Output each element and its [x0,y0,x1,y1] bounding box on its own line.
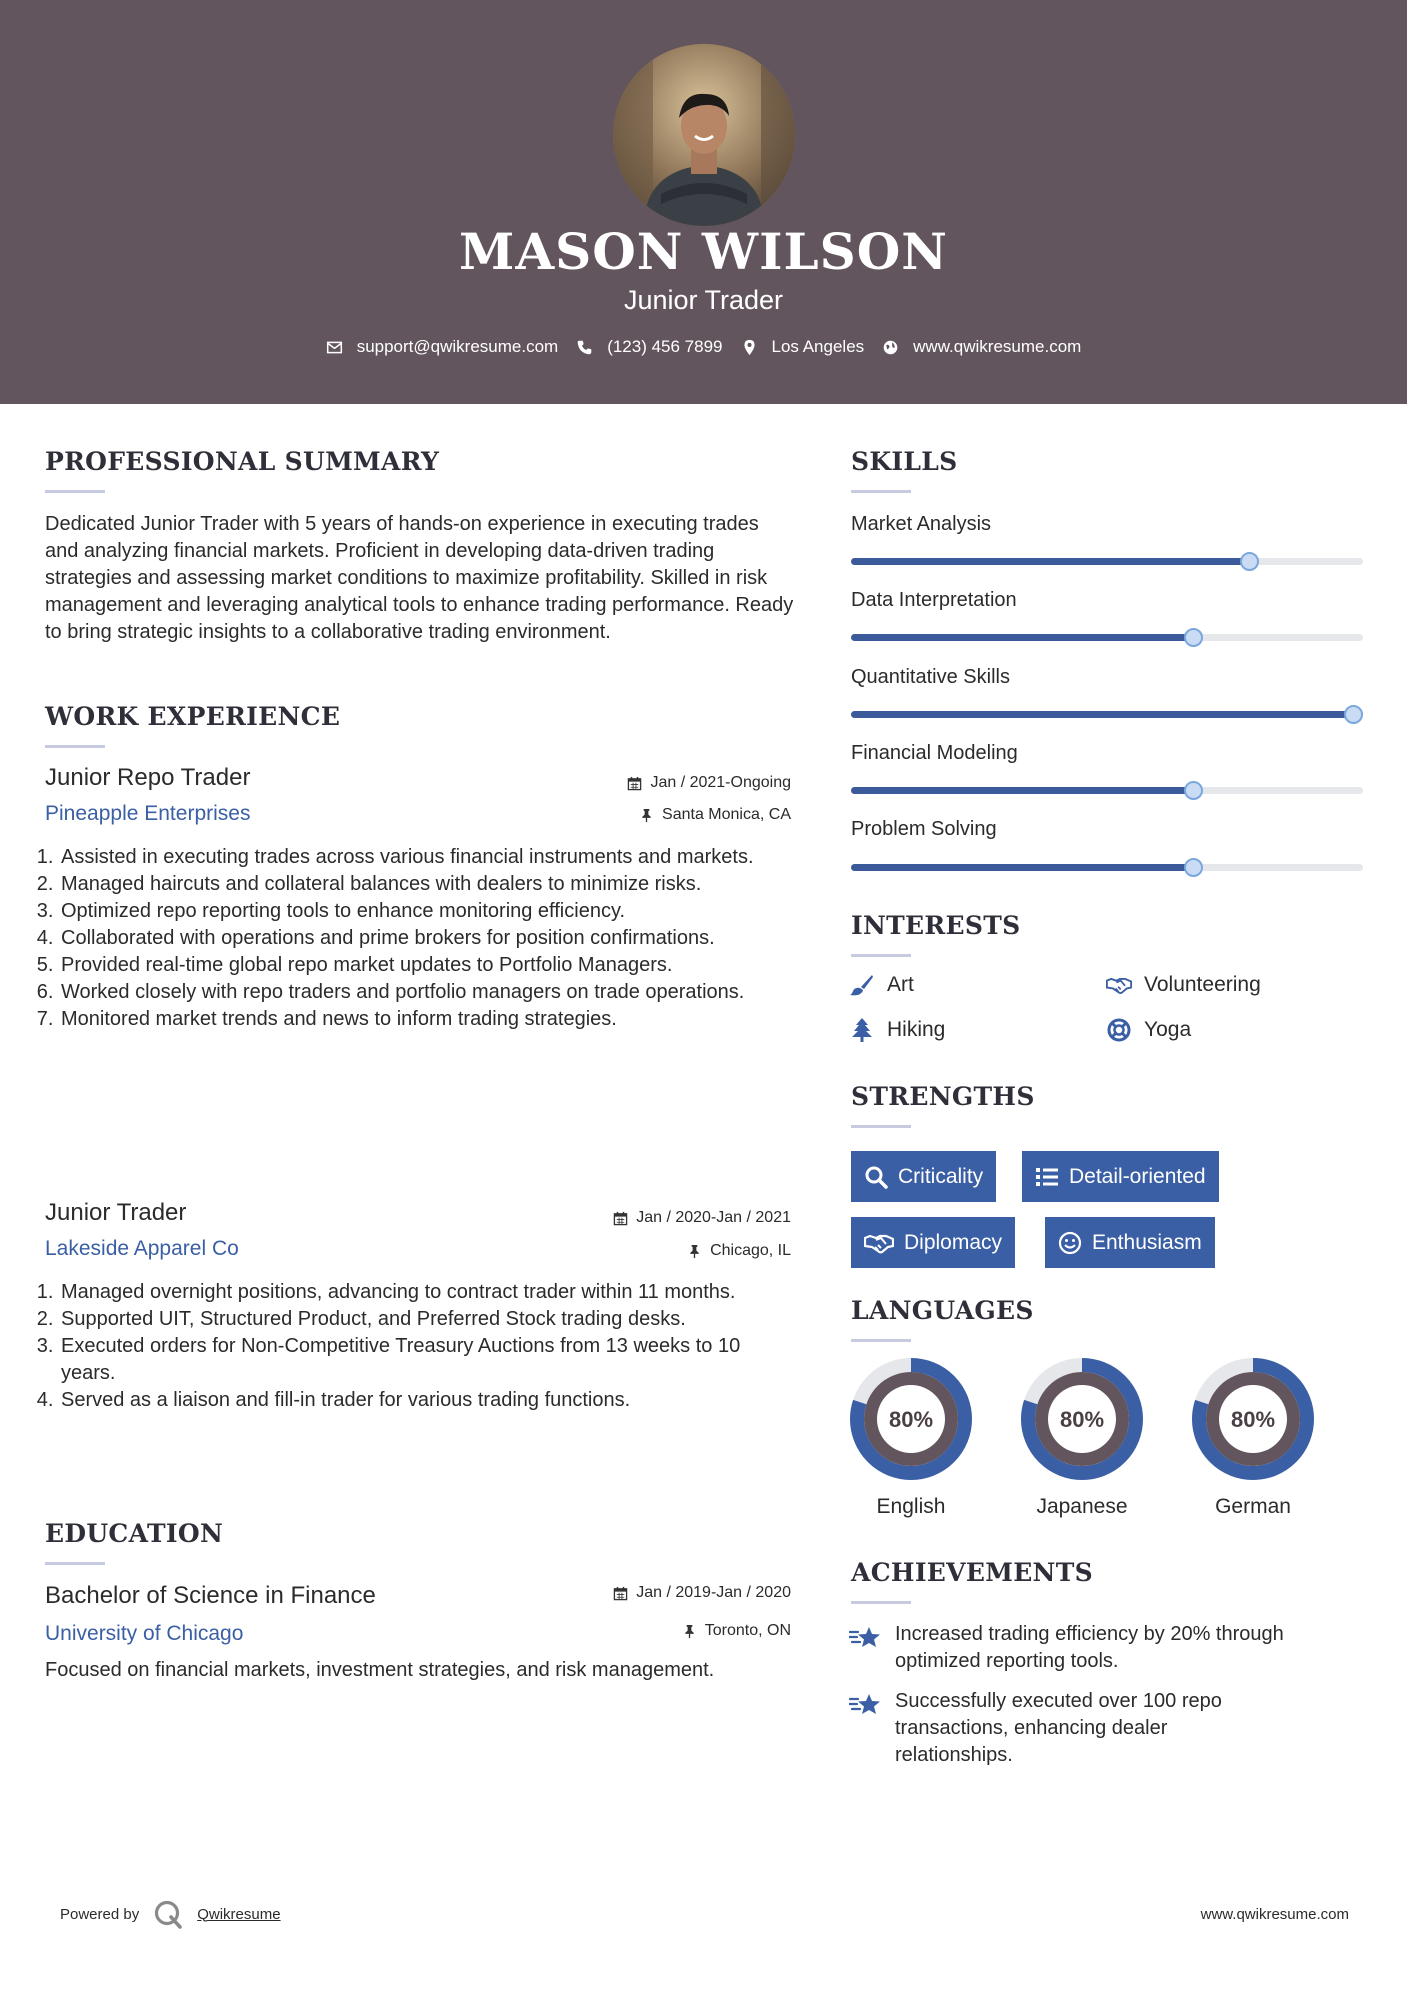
interest-label: Volunteering [1144,973,1261,996]
achievement-item-2 [849,1688,1289,1769]
contact-location [741,337,865,357]
skill-bar-knob [1184,858,1203,877]
gauge-value: 80% [1059,1407,1105,1432]
strength-badge-detail-oriented [1022,1151,1219,1202]
language-label-english: English [876,1495,946,1518]
job-2-dates [613,1209,791,1227]
job-2-location [687,1242,791,1260]
pushpin-icon [639,808,654,823]
languages-heading-rule [851,1339,911,1342]
skill-bar-quantitative-skills [851,711,1363,718]
skill-label-quantitative-skills: Quantitative Skills [851,666,1010,688]
skill-label-financial-modeling: Financial Modeling [851,742,1018,764]
achievement-item-1 [849,1621,1369,1675]
skill-bar-problem-solving [851,864,1363,871]
languages-heading: LANGUAGES [851,1296,1034,1325]
contact-phone[interactable] [576,337,722,357]
skills-heading-rule [851,490,911,493]
skill-bar-knob [1184,628,1203,647]
list-item: 4. Served as a liaison and fill-in trader for various trading functions. [59,1387,790,1414]
education-school: University of Chicago [45,1622,244,1645]
strength-badge-diplomacy [851,1217,1015,1268]
job-2-dates-text: Jan / 2020-Jan / 2021 [636,1209,791,1226]
strength-label: Enthusiasm [1092,1230,1202,1254]
gauge-value: 80% [1230,1407,1276,1432]
skill-bar-knob [1240,552,1259,571]
handshake-icon [864,1231,894,1255]
handshake-icon [1106,973,1132,997]
smile-icon [1058,1231,1082,1255]
calendar-icon [613,1586,628,1601]
achievements-heading: ACHIEVEMENTS [851,1558,1093,1587]
job-1-dates-text: Jan / 2021-Ongoing [650,774,791,791]
qwikresume-logo-icon [153,1899,183,1929]
strength-label: Diplomacy [904,1230,1003,1254]
contact-email[interactable] [326,337,559,357]
shooting-star-icon [849,1623,881,1651]
interest-art [849,973,914,997]
language-label-japanese: Japanese [1036,1495,1128,1518]
map-pin-icon [741,339,758,356]
footer-website[interactable]: www.qwikresume.com [1200,1906,1349,1923]
phone-icon [576,339,593,356]
list-item: 3. Executed orders for Non-Competitive Treasury Auctions from 13 weeks to 10 years. [59,1333,790,1387]
skill-bar-knob [1344,705,1363,724]
globe-icon [882,339,899,356]
pushpin-icon [682,1624,697,1639]
interest-label: Hiking [887,1018,946,1041]
achievements-heading-rule [851,1601,911,1604]
language-label-german: German [1215,1495,1291,1518]
list-item: 6. Worked closely with repo traders and portfolio managers on trade operations. [59,979,800,1006]
qwikresume-link[interactable]: Qwikresume [197,1905,281,1923]
email-text: support@qwikresume.com [356,337,559,356]
shooting-star-icon [849,1690,881,1718]
list-item: 3. Optimized repo reporting tools to enhance monitoring efficiency. [59,898,800,925]
skill-bar-fill [851,558,1250,565]
education-dates-text: Jan / 2019-Jan / 2020 [636,1584,791,1601]
skill-bar-market-analysis [851,558,1363,565]
list-item: 2. Supported UIT, Structured Product, and Preferred Stock trading desks. [59,1306,790,1333]
job-2-company: Lakeside Apparel Co [45,1237,239,1260]
calendar-icon [613,1211,628,1226]
lifebuoy-icon [1106,1018,1132,1042]
education-heading: EDUCATION [45,1519,224,1548]
interests-heading: INTERESTS [851,911,1021,940]
education-dates [613,1584,791,1602]
search-icon [864,1165,888,1189]
achievement-text: Successfully executed over 100 repo transactions, enhancing dealer relationships. [895,1690,1222,1766]
list-item: 7. Monitored market trends and news to inform trading strategies. [59,1006,800,1033]
education-degree: Bachelor of Science in Finance [45,1582,376,1609]
pushpin-icon [687,1244,702,1259]
calendar-icon [627,776,642,791]
strengths-heading: STRENGTHS [851,1082,1035,1111]
website-text: www.qwikresume.com [913,337,1082,356]
list-item: 4. Collaborated with operations and prime brokers for position confirmations. [59,925,800,952]
job-2-location-text: Chicago, IL [710,1242,791,1259]
summary-heading-rule [45,490,105,493]
tree-icon [849,1018,875,1042]
skill-label-market-analysis: Market Analysis [851,513,992,535]
list-item: 1. Assisted in executing trades across various financial instruments and markets. [59,844,800,871]
strength-label: Criticality [898,1164,984,1188]
skill-bar-fill [851,864,1194,871]
interest-hiking [849,1018,945,1042]
gauge-value: 80% [888,1407,934,1432]
interest-volunteering [1106,973,1261,997]
candidate-title: Junior Trader [623,285,784,315]
job-1-location-text: Santa Monica, CA [662,806,791,823]
education-location [682,1622,791,1640]
summary-heading: PROFESSIONAL SUMMARY [45,447,440,476]
job-1-company: Pineapple Enterprises [45,802,251,825]
phone-text: (123) 456 7899 [607,337,723,356]
list-item: 2. Managed haircuts and collateral balances with dealers to minimize risks. [59,871,800,898]
language-gauge-japanese [1020,1357,1144,1481]
footer-powered-by [60,1899,281,1929]
resume-header [0,0,1407,404]
education-location-text: Toronto, ON [704,1622,791,1639]
profile-photo [613,44,795,226]
interest-label: Art [887,973,914,996]
skill-bar-financial-modeling [851,787,1363,794]
interest-yoga [1106,1018,1191,1042]
strength-badge-criticality [851,1151,996,1202]
job-2-bullets [40,1279,790,1414]
skills-heading: SKILLS [851,447,958,476]
interests-heading-rule [851,954,911,957]
education-heading-rule [45,1562,105,1565]
job-1-dates [627,774,791,792]
strengths-heading-rule [851,1125,911,1128]
skill-bar-data-interpretation [851,634,1363,641]
skill-bar-fill [851,634,1194,641]
language-gauge-english [849,1357,973,1481]
skill-bar-fill [851,787,1194,794]
job-2-title: Junior Trader [45,1199,187,1226]
skill-bar-fill [851,711,1363,718]
contact-bar [0,337,1407,357]
job-1-location [639,806,791,824]
list-item: 1. Managed overnight positions, advancing to contract trader within 11 months. [59,1279,790,1306]
brush-icon [849,973,875,997]
language-gauge-german [1191,1357,1315,1481]
strength-badge-enthusiasm [1045,1217,1215,1268]
summary-text: Dedicated Junior Trader with 5 years of hands-on experience in executing trades and analyzing financial markets. Proficient in developing data-driven trading strategies and assessing market conditions to maximize profitability. Skilled in risk management and leveraging analytical tools to enhance trading performance. Ready to bring strategic insights to a collaborative trading environment. [45,513,794,643]
skill-label-problem-solving: Problem Solving [851,818,997,840]
experience-heading-rule [45,745,105,748]
envelope-icon [326,339,343,356]
strength-label: Detail-oriented [1069,1164,1206,1188]
skill-label-data-interpretation: Data Interpretation [851,589,1017,611]
list-item: 5. Provided real-time global repo market updates to Portfolio Managers. [59,952,800,979]
achievement-text: Increased trading efficiency by 20% through optimized reporting tools. [895,1623,1284,1672]
powered-by-text: Powered by [60,1905,140,1923]
location-text: Los Angeles [771,337,865,356]
list-icon [1035,1165,1059,1189]
education-description: Focused on financial markets, investment strategies, and risk management. [45,1659,715,1681]
job-1-title: Junior Repo Trader [45,764,251,791]
skill-bar-knob [1184,781,1203,800]
experience-heading: WORK EXPERIENCE [45,702,341,731]
job-1-bullets [40,844,800,1033]
contact-website[interactable] [882,337,1081,357]
candidate-name: MASON WILSON [459,222,948,281]
interest-label: Yoga [1144,1018,1192,1041]
